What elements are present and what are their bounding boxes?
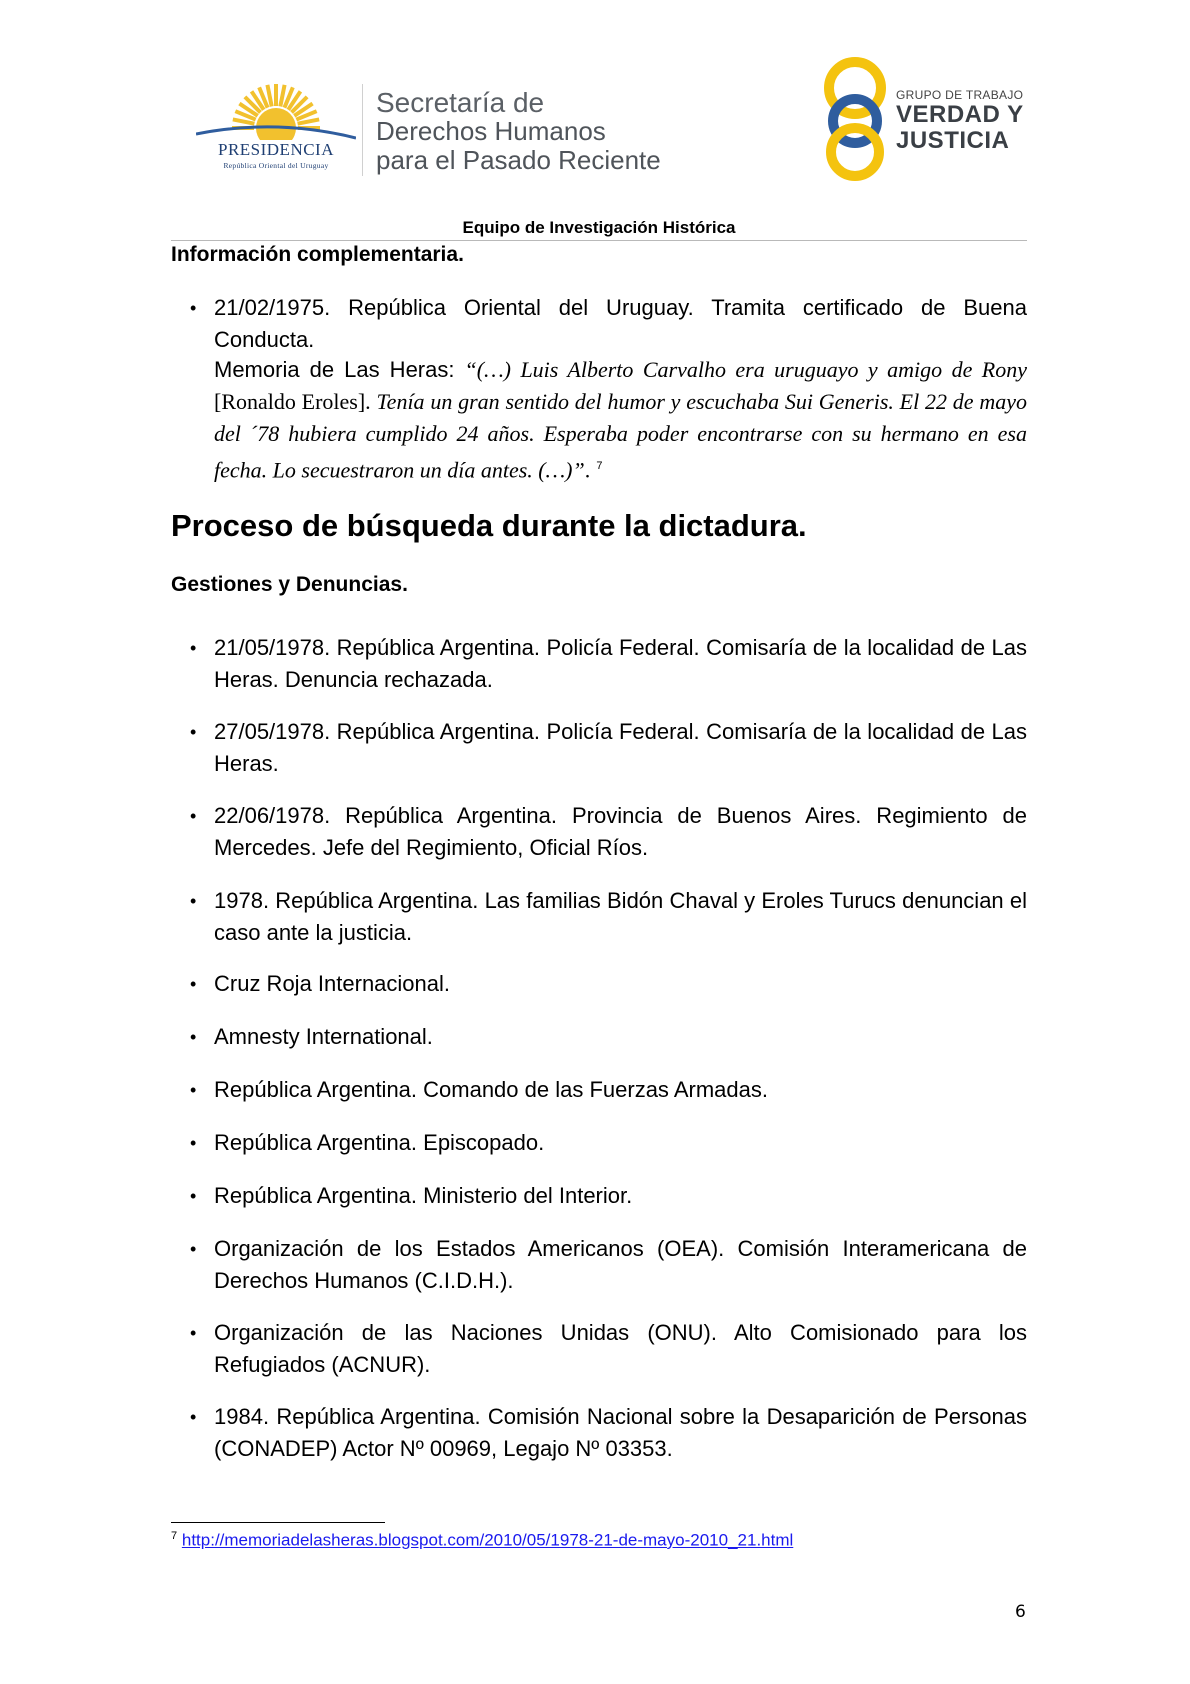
grupo-line-1: VERDAD Y — [896, 101, 1024, 128]
sun-icon — [196, 78, 356, 140]
list-item — [190, 1233, 1027, 1297]
list-item-text: 1984. República Argentina. Comisión Nacional sobre la Desaparición de Personas (CONADEP) Actor Nº 00969, Legajo Nº 03353. — [214, 1404, 1027, 1461]
memoria-label: Memoria de Las Heras: — [214, 357, 465, 382]
page-number: 6 — [1015, 1602, 1026, 1622]
list-item — [190, 632, 1027, 696]
presidencia-subtitle: República Oriental del Uruguay — [223, 161, 329, 170]
sun-ray — [280, 85, 284, 107]
team-title: Equipo de Investigación Histórica — [462, 218, 736, 237]
interlocked-rings-icon — [822, 56, 888, 182]
list-item-text: Organización de las Naciones Unidas (ONU). Alto Comisionado para los Refugiados (ACNUR). — [214, 1320, 1027, 1377]
info-item-text: 21/02/1975. República Oriental del Uruguay. Tramita certificado de Buena Conducta. — [214, 295, 1027, 352]
bullet: • — [190, 1186, 197, 1206]
presidencia-logo — [196, 78, 356, 178]
grupo-line-2: JUSTICIA — [896, 127, 1010, 154]
bullet: • — [190, 1239, 197, 1259]
list-item-text: República Argentina. Episcopado. — [214, 1130, 545, 1155]
bullet: • — [190, 806, 197, 826]
list-item — [190, 968, 1027, 1000]
secretaria-line-1: Secretaría de — [376, 87, 545, 118]
secretaria-line-3: para el Pasado Reciente — [376, 145, 661, 175]
sun-ray — [298, 119, 320, 123]
list-item-text: 22/06/1978. República Argentina. Provincia de Buenos Aires. Regimiento de Mercedes. Jefe del Regimiento, Oficial Ríos. — [214, 803, 1027, 860]
process-heading: Proceso de búsqueda durante la dictadura. — [171, 508, 807, 543]
list-item — [190, 1180, 1027, 1212]
list-item — [190, 800, 1027, 864]
bullet: • — [190, 974, 197, 994]
list-item — [190, 1021, 1027, 1053]
quote-part-1: “(…) Luis Alberto Carvalho era uruguayo y amigo de Rony — [464, 357, 1027, 382]
list-item-text: 1978. República Argentina. Las familias Bidón Chaval y Eroles Turucs denuncian el caso ante la justicia. — [214, 888, 1027, 945]
presidencia-name: PRESIDENCIA — [217, 140, 334, 159]
sun-ray — [233, 119, 255, 123]
footnote-number: 7 — [171, 1530, 178, 1542]
list-item-text: República Argentina. Comando de las Fuerzas Armadas. — [214, 1077, 768, 1102]
bullet: • — [190, 1027, 197, 1047]
bullet: • — [190, 1080, 197, 1100]
list-item — [190, 716, 1027, 780]
memoria-quote — [214, 354, 1027, 486]
list-item-text: 21/05/1978. República Argentina. Policía Federal. Comisaría de la localidad de Las Heras. Denuncia rechazada. — [214, 635, 1027, 692]
bullet: • — [190, 1323, 197, 1343]
bullet: • — [190, 638, 197, 658]
list-item-text: 27/05/1978. República Argentina. Policía Federal. Comisaría de la localidad de Las Heras. — [214, 719, 1027, 776]
header-rule — [171, 240, 1027, 241]
list-item — [190, 1127, 1027, 1159]
list-item — [190, 292, 1027, 356]
verdad-justicia-logo — [822, 56, 1032, 182]
quote-bracket: [Ronaldo Eroles]. — [214, 389, 377, 414]
header-divider — [362, 84, 363, 176]
list-item — [190, 1317, 1027, 1381]
quote-part-2: Tenía un gran sentido del humor y escuchaba Sui Generis. El 22 de mayo del ´78 hubiera cumplido 24 años. Esperaba poder encontrarse con su hermano en esa fecha. Lo secuestraron un día antes. (…)” — [214, 389, 1027, 483]
list-item-text: República Argentina. Ministerio del Interior. — [214, 1183, 633, 1208]
list-item — [190, 1074, 1027, 1106]
info-heading: Información complementaria. — [171, 243, 464, 266]
bullet: • — [190, 891, 197, 911]
footnote-ref: 7 — [596, 460, 603, 472]
list-item — [190, 1401, 1027, 1465]
bullet: • — [190, 1133, 197, 1153]
list-item — [190, 885, 1027, 949]
footnote-rule — [171, 1522, 385, 1523]
bullet: • — [190, 722, 197, 742]
bullet: • — [190, 1407, 197, 1427]
footnote-link[interactable]: http://memoriadelasheras.blogspot.com/2010/05/1978-21-de-mayo-2010_21.html — [181, 1530, 794, 1550]
list-item-text: Cruz Roja Internacional. — [214, 971, 451, 996]
bullet: • — [190, 298, 197, 318]
process-subheading: Gestiones y Denuncias. — [171, 573, 408, 596]
secretaria-logo-text — [376, 88, 661, 175]
grupo-small: GRUPO DE TRABAJO — [896, 88, 1024, 102]
quote-end: . — [584, 457, 591, 483]
secretaria-line-2: Derechos Humanos — [376, 116, 606, 146]
list-item-text: Organización de los Estados Americanos (OEA). Comisión Interamericana de Derechos Humanos (C.I.D.H.). — [214, 1236, 1027, 1293]
sun-ray — [267, 85, 271, 107]
footnote — [171, 1530, 793, 1551]
list-item-text: Amnesty International. — [214, 1024, 433, 1049]
